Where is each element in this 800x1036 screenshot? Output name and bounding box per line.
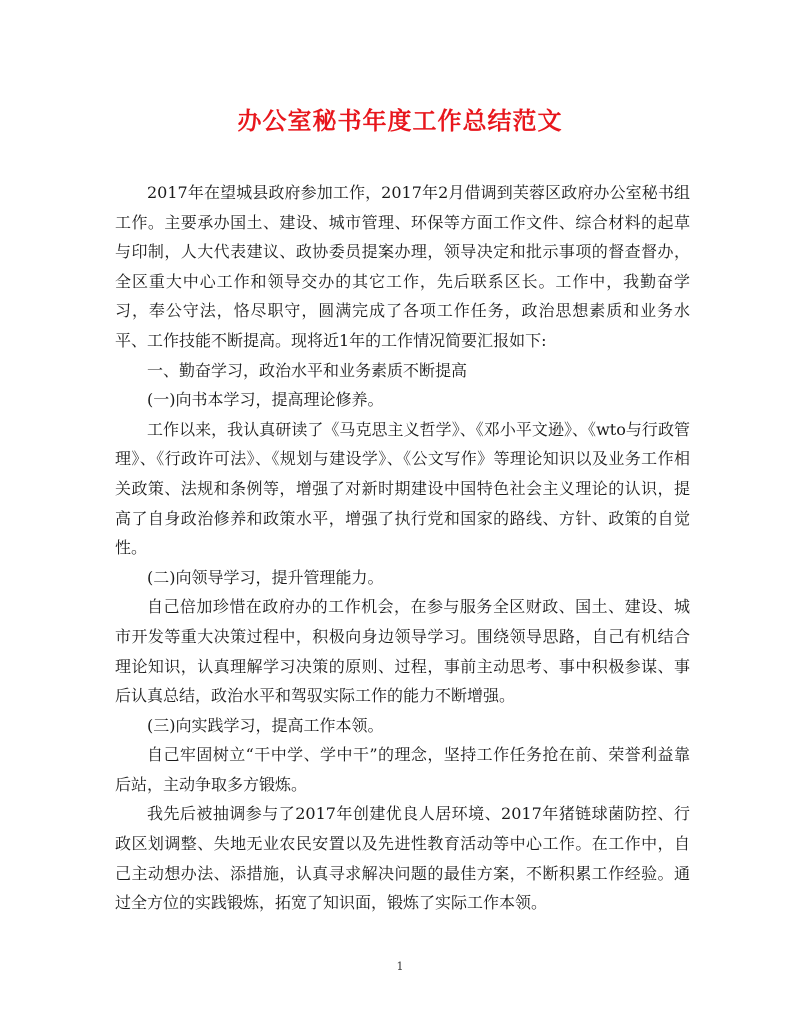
- paragraph-leadership-study: 自己倍加珍惜在政府办的工作机会，在参与服务全区财政、国土、建设、城市开发等重大决策过程中，积极向身边领导学习。围绕领导思路，自己有机结合理论知识，认真理解学习决策的原则、过程，事前主动思考、事中积极参谋、事后认真总结，政治水平和驾驭实际工作的能力不断增强。: [115, 597, 690, 706]
- paragraph-intro: 2017年在望城县政府参加工作，2017年2月借调到芙蓉区政府办公室秘书组工作。主要承办国土、建设、城市管理、环保等方面工作文件、综合材料的起草与印制，人大代表建议、政协委员提案办理，领导决定和批示事项的督查督办，全区重大中心工作和领导交办的其它工作，先后联系区长。工作中，我勤奋学习，奉公守法，恪尽职守，圆满完成了各项工作任务，政治思想素质和业务水平、工作技能不断提高。现将近1年的工作情况简要汇报如下:: [115, 183, 690, 350]
- subheading-2: (二)向领导学习，提升管理能力。: [147, 567, 384, 587]
- page-number: 1: [396, 960, 404, 973]
- section-heading-1: 一、勤奋学习，政治水平和业务素质不断提高: [147, 360, 468, 380]
- subheading-3: (三)向实践学习，提高工作本领。: [147, 715, 384, 735]
- paragraph-practice-concept: 自己牢固树立“干中学、学中干”的理念，坚持工作任务抢在前、荣誉利益靠后站，主动争取多方锻炼。: [115, 745, 690, 794]
- subheading-1: (一)向书本学习，提高理论修养。: [147, 390, 384, 410]
- paragraph-theory-study: 工作以来，我认真研读了《马克思主义哲学》、《邓小平文逊》、《wto与行政管理》、《行政许可法》、《规划与建设学》、《公文写作》等理论知识以及业务工作相关政策、法规和条例等，增强了对新时期建设中国特色社会主义理论的认识，提高了自身政治修养和政策水平，增强了执行党和国家的路线、方针、政策的自觉性。: [115, 419, 690, 558]
- paragraph-practice-experience: 我先后被抽调参与了2017年创建优良人居环境、2017年猪链球菌防控、行政区划调整、失地无业农民安置以及先进性教育活动等中心工作。在工作中，自己主动想办法、添措施，认真寻求解决问题的最佳方案，不断积累工作经验。通过全方位的实践锻炼，拓宽了知识面，锻炼了实际工作本领。: [115, 804, 690, 913]
- document-title: 办公室秘书年度工作总结范文: [237, 106, 563, 135]
- document-body: [115, 178, 690, 918]
